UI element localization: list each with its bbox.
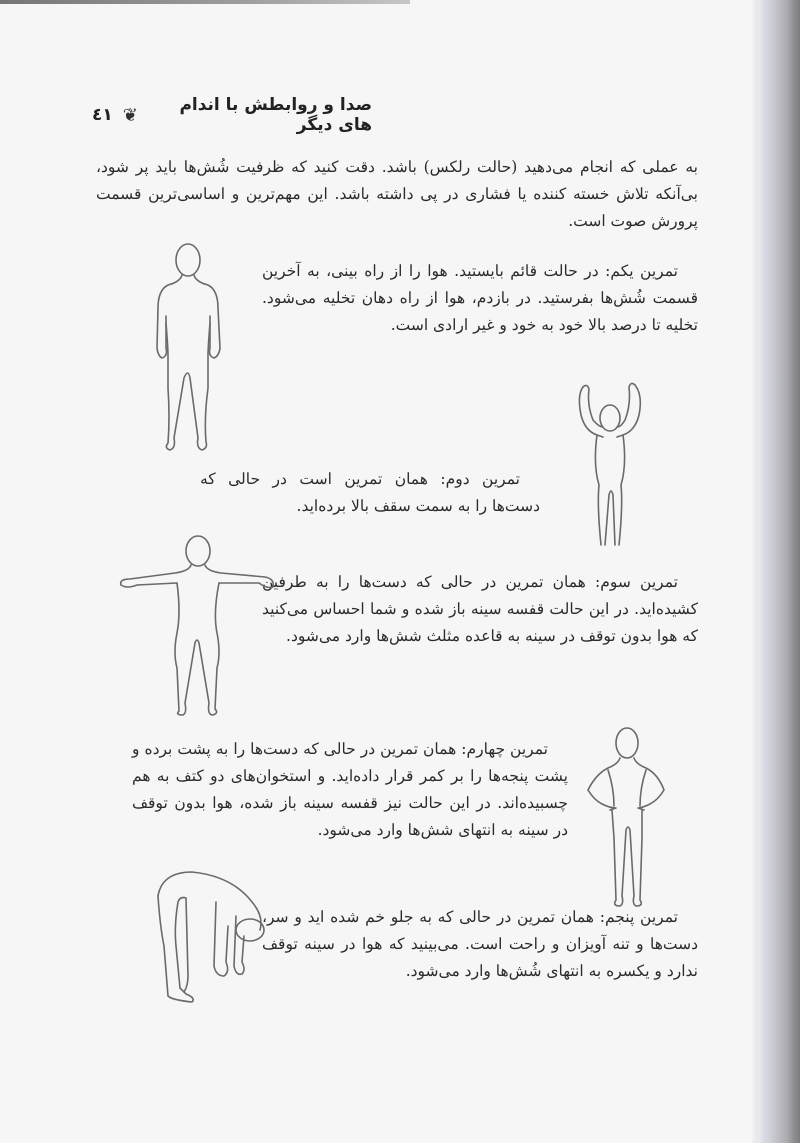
exercise-2-text: همان تمرین است در حالی که دست‌ها را به سمت سقف بالا برده‌اید. xyxy=(200,470,540,515)
exercise-2 xyxy=(200,466,540,520)
intro-paragraph xyxy=(96,154,698,235)
running-title: صدا و روابطش با اندام های دیگر xyxy=(179,95,372,135)
exercise-5 xyxy=(262,904,698,985)
page-top-shadow xyxy=(0,0,410,4)
bent-forward-figure xyxy=(152,866,282,1006)
exercise-3 xyxy=(262,569,698,650)
ornament-icon: ❦ xyxy=(122,104,138,126)
exercise-4-text: همان تمرین در حالی که دست‌ها را به پشت برده و پشت پنجه‌ها را بر کمر قرار داده‌اید. و استخوان‌های دو کتف به هم چسبیده‌اند. در این حالت نیز قفسه سینه باز شده، هوا بدون توقف در سینه به انتهای شش‌ها وارد می‌شود. xyxy=(132,740,568,839)
exercise-2-title: تمرین دوم: xyxy=(440,470,520,488)
arms-outstretched-figure xyxy=(115,533,295,718)
exercise-1-text: در حالت قائم بایستید. هوا را از راه بینی، به آخرین قسمت شُش‌ها بفرستید. در بازدم، هوا از راه دهان تخلیه می‌شود. تخلیه تا درصد بالا خود به خود و غیر ارادی است. xyxy=(262,262,698,334)
arms-raised-figure xyxy=(575,375,650,550)
exercise-5-title: تمرین پنجم: xyxy=(599,908,678,926)
standing-figure xyxy=(150,238,230,453)
exercise-3-text: همان تمرین در حالی که دست‌ها را به طرفین کشیده‌اید. در این حالت قفسه سینه باز شده و شما احساس می‌کنید که هوا بدون توقف در سینه به قاعده مثلث شش‌ها وارد می‌شود. xyxy=(262,573,698,645)
exercise-4-title: تمرین چهارم: xyxy=(461,740,548,758)
book-spine-shadow xyxy=(758,0,800,1143)
exercise-3-title: تمرین سوم: xyxy=(595,573,678,591)
exercise-4 xyxy=(132,736,568,844)
exercise-5-text: همان تمرین در حالی که به جلو خم شده اید و سر، دست‌ها و تنه آویزان و راحت است. می‌بینید که هوا در سینه توقف ندارد و یکسره به انتهای شُش‌ها وارد می‌شود. xyxy=(262,908,698,980)
exercise-1-title: تمرین یکم: xyxy=(605,262,678,280)
intro-text: به عملی که انجام می‌دهید (حالت رلکس) باشد. دقت کنید که ظرفیت شُش‌ها باید پر شود، بی‌آنکه تلاش خسته کننده یا فشاری در پی داشته باشد. این مهم‌ترین و اساسی‌ترین قسمت پرورش صوت است. xyxy=(96,158,698,230)
exercise-1 xyxy=(262,258,698,339)
hands-on-hips-figure xyxy=(580,718,675,908)
page-number: ٤١ xyxy=(92,105,113,125)
running-header xyxy=(92,95,372,135)
